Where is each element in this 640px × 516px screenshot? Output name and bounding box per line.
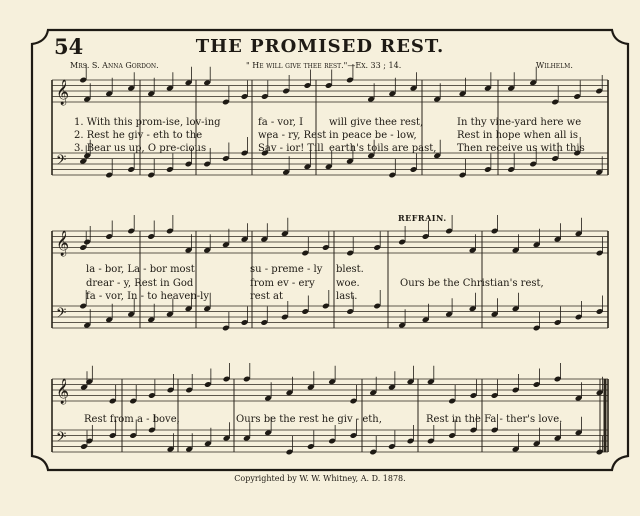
lyric-line: rest at	[250, 291, 284, 302]
author-credit: Mrs. S. Anna Gordon.	[70, 61, 159, 70]
lyric-line: Rest in hope when all is	[457, 130, 578, 141]
lyric-line: Sav - ior! Till	[258, 143, 324, 154]
treble-clef-icon: 𝄞	[56, 80, 70, 105]
bass-clef-icon: 𝄢	[56, 429, 67, 448]
lyric-line: su - preme - ly	[250, 264, 323, 275]
lyric-line: from ev - ery	[250, 278, 315, 289]
clefs	[56, 79, 69, 448]
treble-clef-icon: 𝄞	[56, 231, 70, 256]
lyric-line: 2. Rest he giv - eth to the	[74, 130, 203, 141]
lyric-line: In thy vine-yard here we	[457, 117, 582, 128]
page-number: 54	[54, 34, 84, 59]
lyric-line: Rest from a - bove,	[84, 414, 180, 425]
lyric-line: blest.	[336, 264, 364, 275]
page-border	[32, 30, 628, 470]
lyric-line: last.	[336, 291, 358, 302]
lyric-line: fa - vor, I	[258, 117, 304, 128]
lyric-line: wea - ry, Rest	[258, 130, 327, 141]
lyric-line: Then receive us with this	[457, 143, 585, 154]
bass-clef-icon: 𝄢	[56, 152, 67, 171]
bass-clef-icon: 𝄢	[56, 305, 67, 324]
lyric-line: Ours be the Christian's rest,	[400, 278, 544, 289]
lyric-line: 3. Bear us up, O pre-cious	[74, 143, 207, 154]
copyright-notice: Copyrighted by W. W. Whitney, A. D. 1878.	[234, 474, 406, 483]
lyric-line: earth's toils are past,	[329, 143, 437, 154]
lyric-line: Rest in the Fa - ther's love.	[426, 414, 563, 425]
hymn-title: THE PROMISED REST.	[195, 36, 445, 57]
lyric-line: drear - y, Rest in God	[86, 278, 194, 289]
lyric-line: in peace be - low,	[329, 130, 417, 141]
treble-clef-icon: 𝄞	[56, 379, 70, 404]
lyric-line: Ours be the rest he giv - eth,	[236, 414, 382, 425]
lyric-line: fa - vor, In - to heaven-ly	[86, 291, 210, 302]
lyric-line: woe.	[336, 278, 360, 289]
lyric-line: 1. With this prom-ise, lov-ing	[74, 117, 221, 128]
refrain-label: REFRAIN.	[398, 213, 447, 223]
lyric-line: will give thee rest,	[329, 117, 424, 128]
scripture-reference: " He will give thee rest."—Ex. 33 ; 14.	[246, 61, 402, 70]
tune-name: Wilhelm.	[536, 61, 573, 70]
lyric-line: la - bor, La - bor most	[86, 264, 195, 275]
